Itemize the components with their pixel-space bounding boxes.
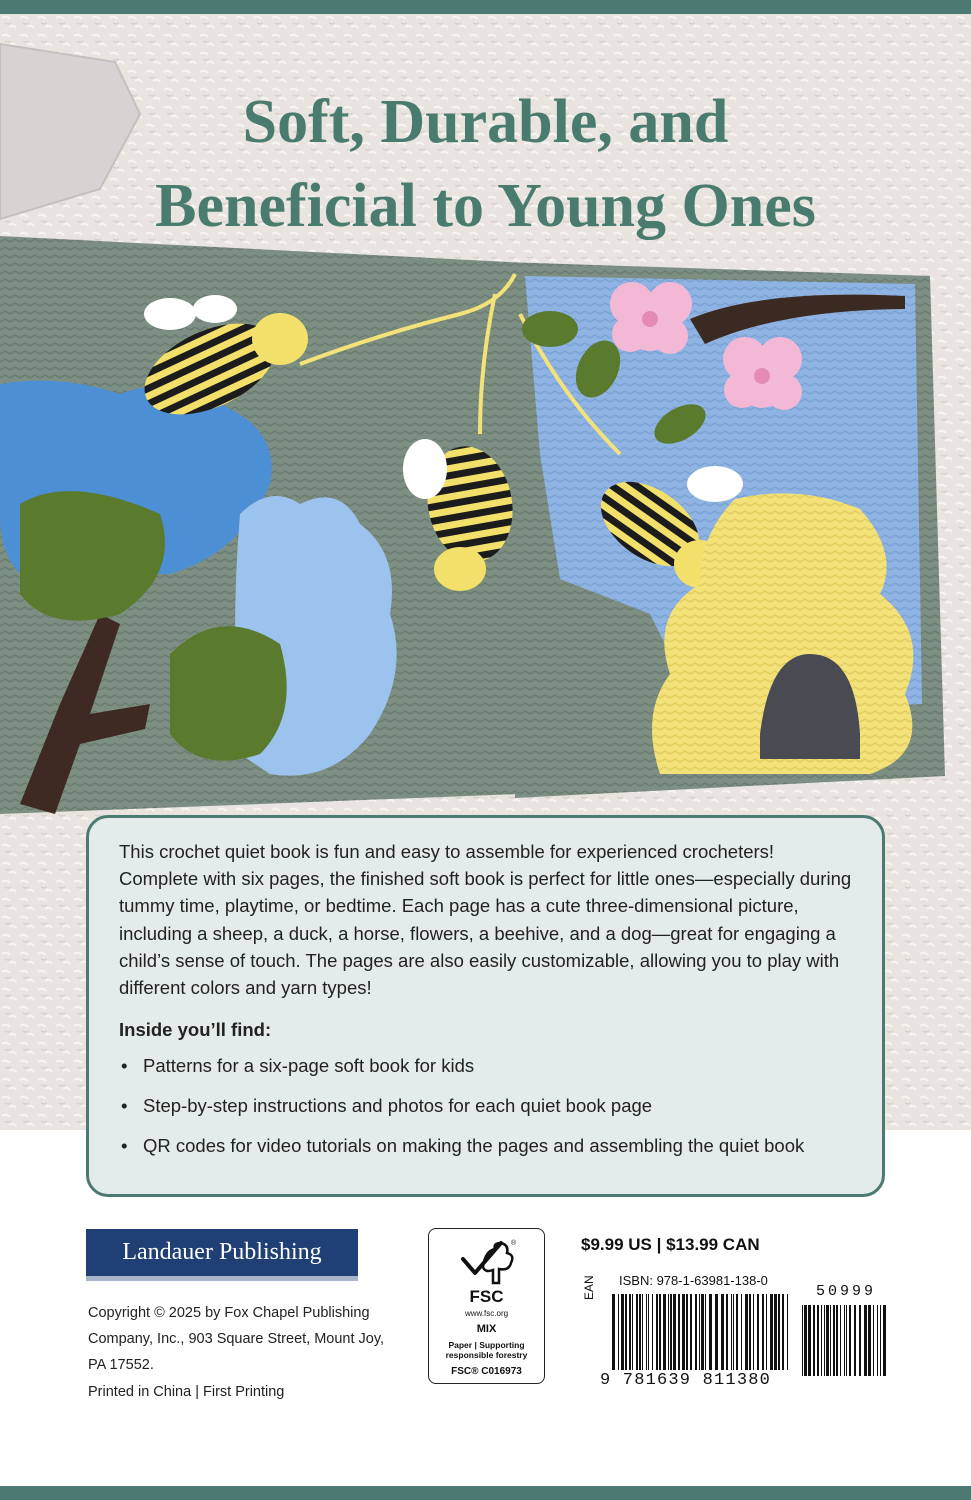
barcode-bar (830, 1305, 831, 1376)
barcode-bar (695, 1294, 697, 1370)
barcode-bar (682, 1294, 685, 1370)
barcode-bar (705, 1294, 706, 1370)
barcode-bar (804, 1305, 807, 1376)
price-label: $9.99 US | $13.99 CAN (581, 1235, 760, 1254)
barcode-addon-digits: 50999 (816, 1283, 877, 1300)
fsc-tree-check-icon (455, 1237, 519, 1287)
barcode-bar (840, 1305, 841, 1376)
barcode-bar (782, 1294, 784, 1370)
barcode-bar (826, 1305, 829, 1376)
copyright-text: Copyright © 2025 by Fox Chapel Publishing Company, Inc., 903 Square Street, Mount Joy, PA 17552. (88, 1305, 385, 1373)
barcode-bar (741, 1294, 742, 1370)
fsc-mix-label: MIX (476, 1323, 497, 1335)
barcode-bar (849, 1305, 851, 1376)
barcode-bar (774, 1294, 777, 1370)
barcode-bar (701, 1294, 704, 1370)
barcode-bar (778, 1294, 780, 1370)
barcode-bar (877, 1305, 878, 1376)
top-accent-bar (0, 0, 971, 14)
fsc-description-line-2: responsible forestry (445, 1350, 528, 1360)
barcode-bar (813, 1305, 815, 1376)
headline-line-2: Beneficial to Young Ones (155, 172, 816, 240)
barcode-bar (709, 1294, 712, 1370)
barcode-bar (757, 1294, 759, 1370)
description-box (86, 815, 885, 1197)
price-addon-barcode (802, 1305, 892, 1376)
isbn-label: ISBN: 978-1-63981-138-0 (619, 1273, 768, 1288)
barcode-bar (770, 1294, 773, 1370)
fsc-description (429, 1340, 544, 1360)
fsc-name: FSC (469, 1287, 504, 1306)
barcode-bar (618, 1294, 619, 1370)
fsc-certification-badge (428, 1228, 545, 1384)
barcode-bar (636, 1294, 638, 1370)
bullet-icon: • (121, 1095, 128, 1117)
feature-text: QR codes for video tutorials on making the pages and assembling the quiet book (143, 1135, 805, 1157)
barcode-bar (659, 1294, 661, 1370)
ean-label: EAN (582, 1275, 596, 1300)
bullet-icon: • (121, 1135, 128, 1157)
barcode-bar (808, 1305, 811, 1376)
barcode-bar (787, 1294, 788, 1370)
barcode-bar (864, 1305, 867, 1376)
barcode-bar (880, 1305, 881, 1376)
barcode-bar (646, 1294, 647, 1370)
barcode-bar (632, 1294, 633, 1370)
barcode-bar (766, 1294, 767, 1370)
bottom-accent-bar (0, 1486, 971, 1500)
barcode-bar (686, 1294, 688, 1370)
barcode-bar (817, 1305, 819, 1376)
barcode-bar (656, 1294, 658, 1370)
barcode-bar (821, 1305, 822, 1376)
barcode-bar (639, 1294, 641, 1370)
printing-info: Printed in China | First Printing (88, 1384, 285, 1400)
list-item (119, 1133, 852, 1159)
barcode-bar (678, 1294, 680, 1370)
barcode-bar (844, 1305, 845, 1376)
barcode-bar (868, 1305, 871, 1376)
barcode-bar (749, 1294, 751, 1370)
barcode-bar (736, 1294, 738, 1370)
barcode-bar (854, 1305, 856, 1376)
barcode-bar (753, 1294, 754, 1370)
barcode-bar (668, 1294, 669, 1370)
inside-heading: Inside you’ll find: (119, 1019, 272, 1041)
isbn-barcode (612, 1294, 792, 1376)
barcode-bar (731, 1294, 732, 1370)
headline-line-1: Soft, Durable, and (242, 88, 729, 156)
barcode-bar (883, 1305, 886, 1376)
registered-mark: ® (511, 1240, 517, 1247)
barcode-bar (846, 1305, 847, 1376)
barcode-bar (663, 1294, 666, 1370)
feature-text: Step-by-step instructions and photos for each quiet book page (143, 1095, 653, 1117)
publisher-logo: Landauer Publishing (86, 1229, 358, 1281)
barcode-bar (621, 1294, 624, 1370)
barcode-bar (721, 1294, 724, 1370)
barcode-bar (670, 1294, 672, 1370)
list-item (119, 1053, 852, 1079)
barcode-bar (873, 1305, 874, 1376)
barcode-bar (715, 1294, 718, 1370)
bullet-icon: • (121, 1055, 128, 1077)
list-item (119, 1093, 852, 1119)
barcode-bar (733, 1294, 734, 1370)
barcode-bar (745, 1294, 748, 1370)
barcode-bar (690, 1294, 692, 1370)
feature-list (119, 1053, 852, 1159)
barcode-bar (824, 1305, 825, 1376)
barcode-bar (652, 1294, 653, 1370)
barcode-bar (859, 1305, 861, 1376)
fsc-license-code: FSC® C016973 (451, 1366, 522, 1377)
barcode-bar (673, 1294, 676, 1370)
barcode-digits: 9 781639 811380 (600, 1371, 772, 1390)
description-paragraph: This crochet quiet book is fun and easy to assemble for experienced crocheters! Complete with six pages, the finished soft book is perfect for little ones—especially during tummy time, playtime, or bedtime. Each page has a cute three-dimensional picture, including a sheep, a duck, a horse, flowers, a beehive, and a dog—great for engaging a child’s sense of touch. The pages are also easily customizable, allowing you to play with different colors and yarn types! (119, 841, 852, 999)
barcode-bar (648, 1294, 649, 1370)
fsc-url: www.fsc.org (464, 1309, 509, 1318)
barcode-bar (836, 1305, 838, 1376)
barcode-bar (833, 1305, 835, 1376)
barcode-bar (612, 1294, 615, 1370)
barcode-bar (629, 1294, 631, 1370)
barcode-bar (726, 1294, 728, 1370)
feature-text: Patterns for a six-page soft book for kids (143, 1055, 475, 1077)
headline (0, 80, 971, 248)
barcode-bar (762, 1294, 764, 1370)
fsc-description-line-1: Paper | Supporting (448, 1340, 525, 1350)
barcode-bar (802, 1305, 803, 1376)
barcode-bar (625, 1294, 627, 1370)
barcode-bar (699, 1294, 700, 1370)
barcode-bar (642, 1294, 643, 1370)
